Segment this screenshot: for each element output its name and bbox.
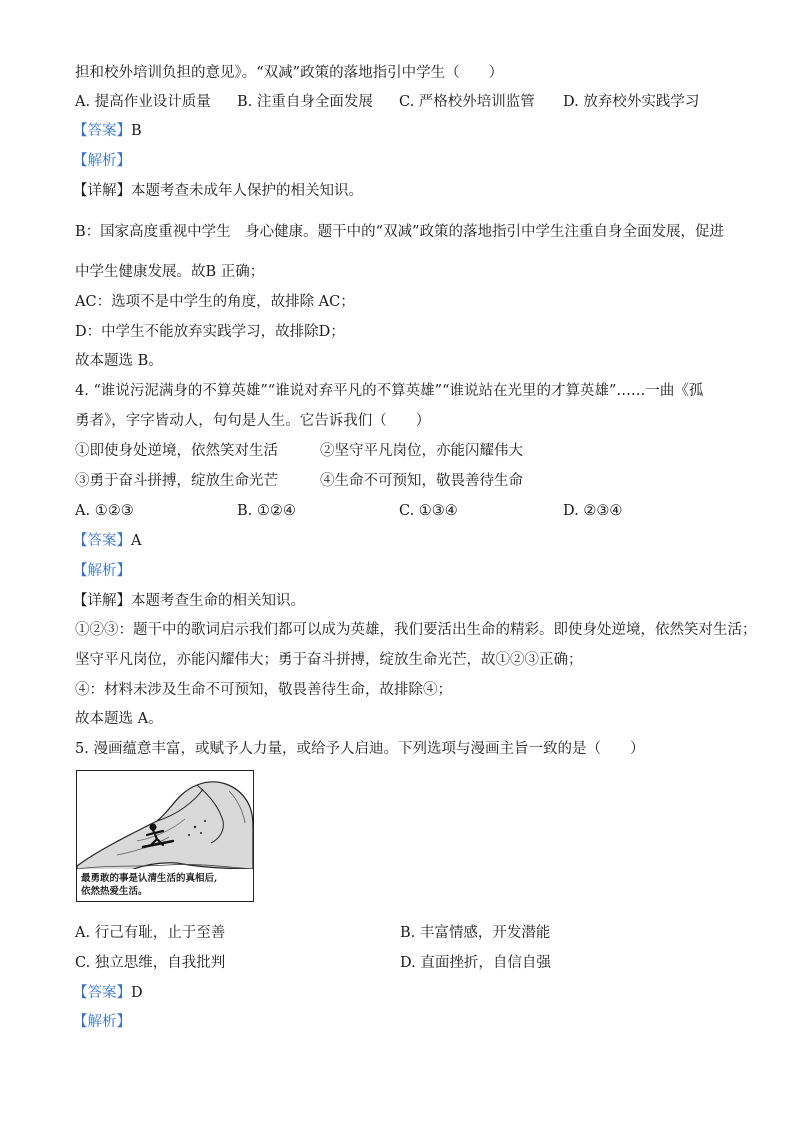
q5-option-a: A. 行己有耻，止于至善	[75, 925, 226, 941]
answer-value: B	[131, 123, 142, 139]
q4-option-b: B. ①②④	[237, 503, 296, 519]
cartoon-caption-line-1: 最勇敢的事是认清生活的真相后,	[81, 873, 218, 884]
answer-tag: 【答案】	[73, 123, 131, 139]
q4-stem: 4. “谁说污泥满身的不算英雄”“谁说对弃平凡的不算英雄”“谁说站在光里的才算英雄”……一曲《孤	[75, 383, 704, 399]
q4-detail-123-cont: 坚守平凡岗位，亦能闪耀伟大；勇于奋斗拼搏，绽放生命光芒，故①②③正确；	[75, 652, 583, 668]
q5-cartoon-image	[76, 770, 254, 902]
q4-statement-3: ③勇于奋斗拼搏，绽放生命光芒	[75, 473, 278, 489]
q3-option-a: A. 提高作业设计质量	[75, 94, 211, 110]
q5-analysis-tag: 【解析】	[73, 1014, 131, 1030]
q5-option-c: C. 独立思维，自我批判	[75, 955, 226, 971]
answer-value: D	[131, 985, 143, 1001]
q4-statement-4: ④生命不可预知，敬畏善待生命	[320, 473, 523, 489]
q4-answer	[73, 532, 141, 550]
q4-option-c: C. ①③④	[399, 503, 458, 519]
q3-stem-tail: 担和校外培训负担的意见》。“双减”政策的落地指引中学生（ ）	[75, 65, 504, 81]
q4-analysis-tag: 【解析】	[73, 563, 131, 579]
q3-option-d: D. 放弃校外实践学习	[563, 94, 700, 110]
q4-option-a: A. ①②③	[75, 503, 134, 519]
q3-option-c: C. 严格校外培训监管	[399, 94, 535, 110]
q5-stem: 5. 漫画蕴意丰富，或赋予人力量，或给予人启迪。下列选项与漫画主旨一致的是（ ）	[75, 741, 645, 757]
q4-stem-cont: 勇者》，字字皆动人，句句是人生。它告诉我们（ ）	[75, 413, 431, 429]
answer-value: A	[131, 533, 142, 549]
q3-detail-heading: 【详解】本题考查未成年人保护的相关知识。	[73, 183, 363, 199]
cartoon-caption-line-2: 依然热爱生活。	[81, 886, 148, 897]
answer-tag: 【答案】	[73, 985, 131, 1001]
q3-conclusion: 故本题选 B。	[75, 353, 163, 369]
q3-detail-d: D：中学生不能放弃实践学习，故排除D；	[75, 324, 345, 340]
cartoon-caption	[77, 869, 253, 901]
q5-option-d: D. 直面挫折，自信自强	[400, 955, 551, 971]
q3-answer	[73, 122, 142, 140]
q3-option-b: B. 注重自身全面发展	[237, 94, 373, 110]
q5-answer	[73, 984, 143, 1002]
q4-detail-123: ①②③：题干中的歌词启示我们都可以成为英雄，我们要活出生命的精彩。即使身处逆境，依然笑对生活；	[75, 622, 757, 638]
q3-detail-b-cont: 中学生健康发展。故B 正确；	[75, 264, 265, 280]
q3-analysis-tag: 【解析】	[73, 153, 131, 169]
q4-statement-2: ②坚守平凡岗位，亦能闪耀伟大	[320, 443, 523, 459]
answer-tag: 【答案】	[73, 533, 131, 549]
q5-option-b: B. 丰富情感，开发潜能	[400, 925, 551, 941]
q4-detail-heading: 【详解】本题考查生命的相关知识。	[73, 593, 305, 609]
q4-conclusion: 故本题选 A。	[75, 711, 163, 727]
q4-option-d: D. ②③④	[563, 503, 623, 519]
q3-detail-b: B：国家高度重视中学生 身心健康。题干中的“双减”政策的落地指引中学生注重自身全面发展，促进	[75, 224, 724, 240]
q3-detail-ac: AC：选项不是中学生的角度，故排除 AC；	[75, 294, 355, 310]
q4-statement-1: ①即使身处逆境，依然笑对生活	[75, 443, 278, 459]
q4-detail-4: ④：材料未涉及生命不可预知，敬畏善待生命，故排除④；	[75, 682, 452, 698]
